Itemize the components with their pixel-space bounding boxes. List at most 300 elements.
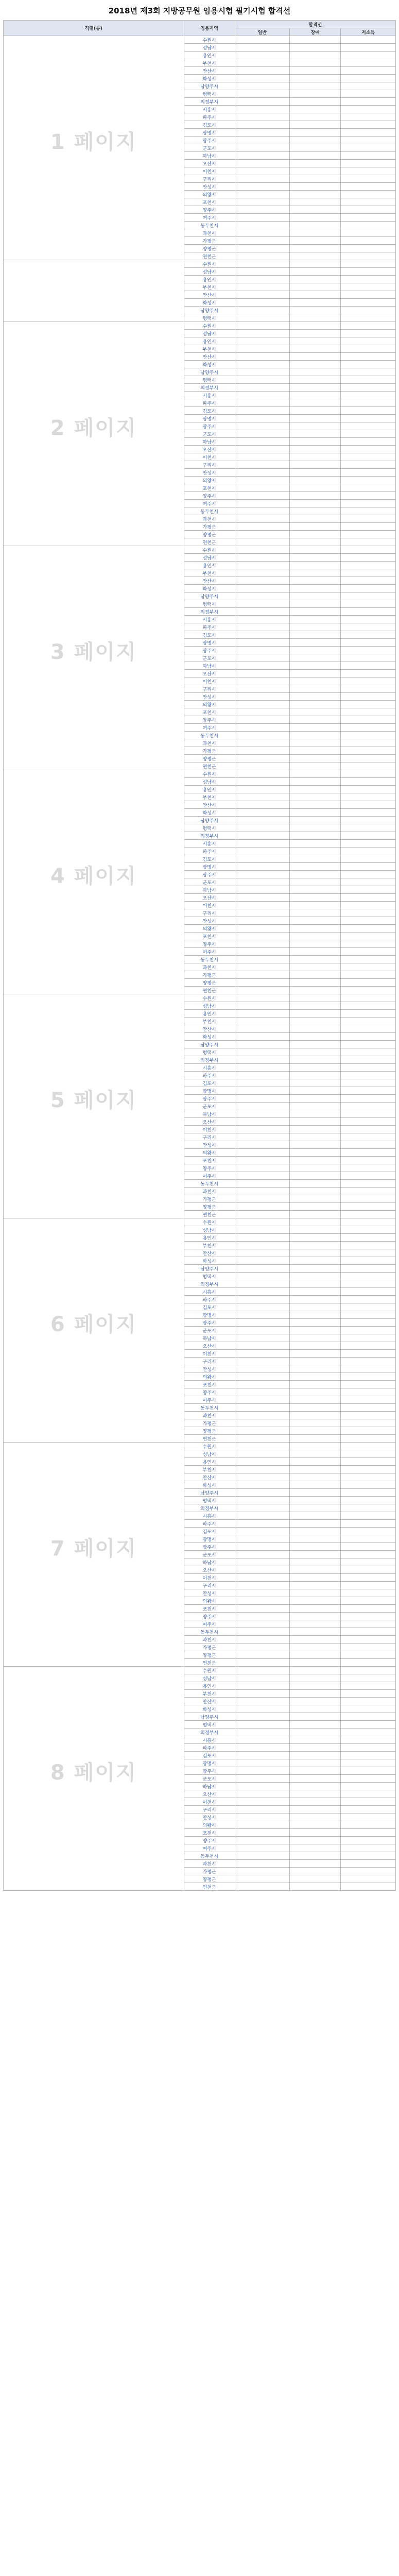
cutoff-disabled-cell bbox=[290, 1489, 341, 1497]
cutoff-general-cell bbox=[235, 291, 290, 299]
cutoff-lowincome-cell bbox=[341, 36, 396, 44]
cutoff-lowincome-cell bbox=[341, 1636, 396, 1643]
cutoff-disabled-cell bbox=[290, 755, 341, 762]
cutoff-disabled-cell bbox=[290, 299, 341, 307]
region-cell: 안산시 bbox=[184, 577, 235, 585]
region-cell: 광주시 bbox=[184, 1095, 235, 1103]
cutoff-disabled-cell bbox=[290, 1319, 341, 1327]
cutoff-lowincome-cell bbox=[341, 1164, 396, 1172]
cutoff-lowincome-cell bbox=[341, 1775, 396, 1783]
cutoff-disabled-cell bbox=[290, 407, 341, 415]
region-cell: 군포시 bbox=[184, 1103, 235, 1110]
cutoff-general-cell bbox=[235, 1752, 290, 1759]
cutoff-general-cell bbox=[235, 446, 290, 453]
page-watermark: 2 페이지 bbox=[50, 416, 137, 440]
region-cell: 김포시 bbox=[184, 631, 235, 639]
cutoff-disabled-cell bbox=[290, 647, 341, 654]
cutoff-general-cell bbox=[235, 1443, 290, 1450]
cutoff-lowincome-cell bbox=[341, 1118, 396, 1126]
region-cell: 여주시 bbox=[184, 1396, 235, 1404]
cutoff-lowincome-cell bbox=[341, 137, 396, 144]
cutoff-disabled-cell bbox=[290, 1172, 341, 1180]
cutoff-disabled-cell bbox=[290, 1218, 341, 1226]
cutoff-lowincome-cell bbox=[341, 1651, 396, 1659]
cutoff-lowincome-cell bbox=[341, 956, 396, 963]
region-cell: 과천시 bbox=[184, 739, 235, 747]
cutoff-disabled-cell bbox=[290, 724, 341, 732]
cutoff-lowincome-cell bbox=[341, 1280, 396, 1288]
cutoff-lowincome-cell bbox=[341, 848, 396, 855]
cutoff-general-cell bbox=[235, 1149, 290, 1157]
cutoff-general-cell bbox=[235, 701, 290, 708]
region-cell: 군포시 bbox=[184, 430, 235, 438]
cutoff-disabled-cell bbox=[290, 562, 341, 569]
cutoff-general-cell bbox=[235, 1141, 290, 1149]
region-cell: 오산시 bbox=[184, 1118, 235, 1126]
cutoff-lowincome-cell bbox=[341, 368, 396, 376]
region-cell: 동두천시 bbox=[184, 1852, 235, 1860]
cutoff-lowincome-cell bbox=[341, 1852, 396, 1860]
region-cell: 과천시 bbox=[184, 229, 235, 237]
cutoff-disabled-cell bbox=[290, 778, 341, 786]
cutoff-lowincome-cell bbox=[341, 1079, 396, 1087]
region-cell: 양주시 bbox=[184, 940, 235, 948]
cutoff-lowincome-cell bbox=[341, 113, 396, 121]
cutoff-lowincome-cell bbox=[341, 260, 396, 268]
cutoff-disabled-cell bbox=[290, 608, 341, 616]
cutoff-disabled-cell bbox=[290, 229, 341, 237]
region-cell: 김포시 bbox=[184, 407, 235, 415]
cutoff-general-cell bbox=[235, 1744, 290, 1752]
region-cell: 의정부시 bbox=[184, 1280, 235, 1288]
cutoff-lowincome-cell bbox=[341, 276, 396, 283]
cutoff-disabled-cell bbox=[290, 639, 341, 647]
cutoff-lowincome-cell bbox=[341, 283, 396, 291]
cutoff-general-cell bbox=[235, 685, 290, 693]
table-row bbox=[4, 994, 396, 1002]
cutoff-disabled-cell bbox=[290, 1025, 341, 1033]
cutoff-general-cell bbox=[235, 1018, 290, 1025]
cutoff-lowincome-cell bbox=[341, 1126, 396, 1133]
cutoff-disabled-cell bbox=[290, 1381, 341, 1388]
cutoff-lowincome-cell bbox=[341, 1010, 396, 1018]
cutoff-lowincome-cell bbox=[341, 1257, 396, 1265]
cutoff-lowincome-cell bbox=[341, 1133, 396, 1141]
cutoff-disabled-cell bbox=[290, 1690, 341, 1698]
cutoff-disabled-cell bbox=[290, 1620, 341, 1628]
region-cell: 수원시 bbox=[184, 770, 235, 778]
cutoff-general-cell bbox=[235, 1674, 290, 1682]
region-cell: 용인시 bbox=[184, 52, 235, 59]
page-watermark: 6 페이지 bbox=[50, 1312, 137, 1336]
region-cell: 부천시 bbox=[184, 59, 235, 67]
cutoff-general-cell bbox=[235, 1126, 290, 1133]
cutoff-general-cell bbox=[235, 654, 290, 662]
cutoff-general-cell bbox=[235, 461, 290, 469]
region-cell: 양평군 bbox=[184, 1651, 235, 1659]
region-cell: 부천시 bbox=[184, 569, 235, 577]
cutoff-lowincome-cell bbox=[341, 515, 396, 523]
cutoff-general-cell bbox=[235, 1759, 290, 1767]
cutoff-general-cell bbox=[235, 1435, 290, 1443]
cutoff-general-cell bbox=[235, 1203, 290, 1211]
cutoff-lowincome-cell bbox=[341, 971, 396, 979]
cutoff-lowincome-cell bbox=[341, 1674, 396, 1682]
cutoff-general-cell bbox=[235, 283, 290, 291]
cutoff-lowincome-cell bbox=[341, 1582, 396, 1589]
region-cell: 남양주시 bbox=[184, 1265, 235, 1273]
region-cell: 화성시 bbox=[184, 299, 235, 307]
region-cell: 광명시 bbox=[184, 1535, 235, 1543]
cutoff-general-cell bbox=[235, 1033, 290, 1041]
region-cell: 성남시 bbox=[184, 330, 235, 337]
region-cell: 김포시 bbox=[184, 1752, 235, 1759]
cutoff-general-cell bbox=[235, 1350, 290, 1358]
region-cell: 시흥시 bbox=[184, 1736, 235, 1744]
cutoff-disabled-cell bbox=[290, 515, 341, 523]
region-cell: 여주시 bbox=[184, 214, 235, 222]
cutoff-general-cell bbox=[235, 1242, 290, 1249]
cutoff-lowincome-cell bbox=[341, 654, 396, 662]
region-cell: 오산시 bbox=[184, 446, 235, 453]
cutoff-disabled-cell bbox=[290, 585, 341, 592]
cutoff-lowincome-cell bbox=[341, 1265, 396, 1273]
cutoff-disabled-cell bbox=[290, 1404, 341, 1412]
cutoff-disabled-cell bbox=[290, 1265, 341, 1273]
cutoff-disabled-cell bbox=[290, 1149, 341, 1157]
cutoff-general-cell bbox=[235, 484, 290, 492]
cutoff-disabled-cell bbox=[290, 368, 341, 376]
region-cell: 용인시 bbox=[184, 786, 235, 793]
cutoff-general-cell bbox=[235, 1736, 290, 1744]
cutoff-disabled-cell bbox=[290, 1783, 341, 1790]
region-cell: 광명시 bbox=[184, 129, 235, 137]
cutoff-lowincome-cell bbox=[341, 415, 396, 422]
cutoff-disabled-cell bbox=[290, 1450, 341, 1458]
region-cell: 군포시 bbox=[184, 144, 235, 152]
cutoff-disabled-cell bbox=[290, 701, 341, 708]
cutoff-disabled-cell bbox=[290, 1164, 341, 1172]
cutoff-lowincome-cell bbox=[341, 1659, 396, 1667]
cutoff-lowincome-cell bbox=[341, 1798, 396, 1806]
cutoff-lowincome-cell bbox=[341, 1288, 396, 1296]
region-cell: 하남시 bbox=[184, 1783, 235, 1790]
region-cell: 안성시 bbox=[184, 917, 235, 925]
region-cell: 양주시 bbox=[184, 716, 235, 724]
cutoff-lowincome-cell bbox=[341, 1512, 396, 1520]
cutoff-disabled-cell bbox=[290, 762, 341, 770]
cutoff-lowincome-cell bbox=[341, 1466, 396, 1473]
region-cell: 수원시 bbox=[184, 322, 235, 330]
region-cell: 화성시 bbox=[184, 361, 235, 368]
region-cell: 군포시 bbox=[184, 1327, 235, 1334]
region-cell: 포천시 bbox=[184, 484, 235, 492]
cutoff-disabled-cell bbox=[290, 1551, 341, 1558]
region-cell: 의왕시 bbox=[184, 1373, 235, 1381]
cutoff-lowincome-cell bbox=[341, 786, 396, 793]
cutoff-lowincome-cell bbox=[341, 1218, 396, 1226]
region-cell: 용인시 bbox=[184, 1458, 235, 1466]
cutoff-lowincome-cell bbox=[341, 183, 396, 191]
cutoff-lowincome-cell bbox=[341, 647, 396, 654]
region-cell: 구리시 bbox=[184, 1582, 235, 1589]
region-cell: 남양주시 bbox=[184, 82, 235, 90]
region-cell: 수원시 bbox=[184, 1218, 235, 1226]
cutoff-general-cell bbox=[235, 523, 290, 531]
region-cell: 연천군 bbox=[184, 1883, 235, 1891]
cutoff-general-cell bbox=[235, 330, 290, 337]
cutoff-disabled-cell bbox=[290, 75, 341, 82]
cutoff-lowincome-cell bbox=[341, 701, 396, 708]
cutoff-disabled-cell bbox=[290, 1419, 341, 1427]
cutoff-disabled-cell bbox=[290, 430, 341, 438]
cutoff-lowincome-cell bbox=[341, 1311, 396, 1319]
region-cell: 안성시 bbox=[184, 1141, 235, 1149]
cutoff-general-cell bbox=[235, 716, 290, 724]
cutoff-disabled-cell bbox=[290, 809, 341, 817]
cutoff-lowincome-cell bbox=[341, 1242, 396, 1249]
cutoff-lowincome-cell bbox=[341, 855, 396, 863]
region-cell: 파주시 bbox=[184, 1520, 235, 1528]
cutoff-general-cell bbox=[235, 1814, 290, 1821]
cutoff-general-cell bbox=[235, 453, 290, 461]
region-cell: 성남시 bbox=[184, 1226, 235, 1234]
cutoff-general-cell bbox=[235, 639, 290, 647]
cutoff-general-cell bbox=[235, 1875, 290, 1883]
cutoff-general-cell bbox=[235, 384, 290, 392]
cutoff-disabled-cell bbox=[290, 144, 341, 152]
cutoff-general-cell bbox=[235, 67, 290, 75]
cutoff-disabled-cell bbox=[290, 245, 341, 252]
cutoff-general-cell bbox=[235, 314, 290, 322]
cutoff-disabled-cell bbox=[290, 1443, 341, 1450]
cutoff-disabled-cell bbox=[290, 106, 341, 113]
cutoff-disabled-cell bbox=[290, 1018, 341, 1025]
cutoff-lowincome-cell bbox=[341, 314, 396, 322]
cutoff-general-cell bbox=[235, 1589, 290, 1597]
region-cell: 광주시 bbox=[184, 1319, 235, 1327]
cutoff-lowincome-cell bbox=[341, 1860, 396, 1868]
cutoff-lowincome-cell bbox=[341, 1342, 396, 1350]
cutoff-disabled-cell bbox=[290, 322, 341, 330]
cutoff-disabled-cell bbox=[290, 832, 341, 840]
region-cell: 이천시 bbox=[184, 1574, 235, 1582]
cutoff-general-cell bbox=[235, 585, 290, 592]
region-cell: 부천시 bbox=[184, 1242, 235, 1249]
cutoff-general-cell bbox=[235, 848, 290, 855]
region-cell: 김포시 bbox=[184, 121, 235, 129]
cutoff-lowincome-cell bbox=[341, 809, 396, 817]
region-cell: 포천시 bbox=[184, 708, 235, 716]
cutoff-general-cell bbox=[235, 307, 290, 314]
cutoff-general-cell bbox=[235, 1574, 290, 1582]
region-cell: 안성시 bbox=[184, 1589, 235, 1597]
cutoff-general-cell bbox=[235, 1605, 290, 1613]
cutoff-lowincome-cell bbox=[341, 1334, 396, 1342]
cutoff-lowincome-cell bbox=[341, 1388, 396, 1396]
cutoff-disabled-cell bbox=[290, 1188, 341, 1195]
cutoff-disabled-cell bbox=[290, 137, 341, 144]
cutoff-lowincome-cell bbox=[341, 592, 396, 600]
cutoff-lowincome-cell bbox=[341, 59, 396, 67]
region-cell: 오산시 bbox=[184, 894, 235, 902]
region-cell: 양주시 bbox=[184, 206, 235, 214]
cutoff-disabled-cell bbox=[290, 1504, 341, 1512]
cutoff-disabled-cell bbox=[290, 894, 341, 902]
cutoff-general-cell bbox=[235, 438, 290, 446]
region-cell: 안성시 bbox=[184, 1814, 235, 1821]
cutoff-disabled-cell bbox=[290, 1033, 341, 1041]
region-cell: 오산시 bbox=[184, 1566, 235, 1574]
region-cell: 파주시 bbox=[184, 848, 235, 855]
cutoff-lowincome-cell bbox=[341, 106, 396, 113]
cutoff-disabled-cell bbox=[290, 732, 341, 739]
cutoff-general-cell bbox=[235, 1188, 290, 1195]
cutoff-disabled-cell bbox=[290, 484, 341, 492]
cutoff-disabled-cell bbox=[290, 1713, 341, 1721]
cutoff-disabled-cell bbox=[290, 1558, 341, 1566]
cutoff-disabled-cell bbox=[290, 1481, 341, 1489]
cutoff-lowincome-cell bbox=[341, 453, 396, 461]
cutoff-disabled-cell bbox=[290, 59, 341, 67]
region-cell: 부천시 bbox=[184, 1466, 235, 1473]
cutoff-general-cell bbox=[235, 1056, 290, 1064]
table-row bbox=[4, 1443, 396, 1450]
cutoff-disabled-cell bbox=[290, 1041, 341, 1048]
cutoff-lowincome-cell bbox=[341, 778, 396, 786]
region-cell: 광명시 bbox=[184, 415, 235, 422]
cutoff-disabled-cell bbox=[290, 1180, 341, 1188]
cutoff-general-cell bbox=[235, 1713, 290, 1721]
cutoff-lowincome-cell bbox=[341, 1095, 396, 1103]
cutoff-disabled-cell bbox=[290, 1806, 341, 1814]
region-cell: 광명시 bbox=[184, 639, 235, 647]
cutoff-disabled-cell bbox=[290, 1412, 341, 1419]
cutoff-disabled-cell bbox=[290, 1497, 341, 1504]
region-cell: 양평군 bbox=[184, 531, 235, 538]
cutoff-disabled-cell bbox=[290, 121, 341, 129]
cutoff-disabled-cell bbox=[290, 523, 341, 531]
cutoff-lowincome-cell bbox=[341, 392, 396, 399]
cutoff-disabled-cell bbox=[290, 1674, 341, 1682]
region-cell: 동두천시 bbox=[184, 732, 235, 739]
cutoff-disabled-cell bbox=[290, 268, 341, 276]
cutoff-general-cell bbox=[235, 1311, 290, 1319]
region-cell: 과천시 bbox=[184, 1412, 235, 1419]
region-cell: 의정부시 bbox=[184, 608, 235, 616]
region-cell: 부천시 bbox=[184, 793, 235, 801]
region-cell: 광명시 bbox=[184, 1087, 235, 1095]
cutoff-lowincome-cell bbox=[341, 538, 396, 546]
page-watermark: 4 페이지 bbox=[50, 864, 137, 888]
region-cell: 과천시 bbox=[184, 1188, 235, 1195]
cutoff-lowincome-cell bbox=[341, 214, 396, 222]
cutoff-disabled-cell bbox=[290, 1613, 341, 1620]
cutoff-disabled-cell bbox=[290, 685, 341, 693]
cutoff-general-cell bbox=[235, 1249, 290, 1257]
region-cell: 의왕시 bbox=[184, 477, 235, 484]
region-cell: 구리시 bbox=[184, 1358, 235, 1365]
cutoff-disabled-cell bbox=[290, 979, 341, 987]
cutoff-general-cell bbox=[235, 840, 290, 848]
region-cell: 남양주시 bbox=[184, 592, 235, 600]
cutoff-lowincome-cell bbox=[341, 631, 396, 639]
cutoff-general-cell bbox=[235, 361, 290, 368]
cutoff-disabled-cell bbox=[290, 848, 341, 855]
cutoff-general-cell bbox=[235, 1582, 290, 1589]
cutoff-general-cell bbox=[235, 886, 290, 894]
cutoff-disabled-cell bbox=[290, 1064, 341, 1072]
region-cell: 이천시 bbox=[184, 1350, 235, 1358]
region-cell: 안산시 bbox=[184, 67, 235, 75]
cutoff-lowincome-cell bbox=[341, 840, 396, 848]
cutoff-disabled-cell bbox=[290, 175, 341, 183]
cutoff-disabled-cell bbox=[290, 1837, 341, 1844]
cutoff-disabled-cell bbox=[290, 554, 341, 562]
cutoff-general-cell bbox=[235, 1558, 290, 1566]
cutoff-lowincome-cell bbox=[341, 1180, 396, 1188]
region-cell: 용인시 bbox=[184, 562, 235, 569]
cutoff-lowincome-cell bbox=[341, 82, 396, 90]
cutoff-lowincome-cell bbox=[341, 1605, 396, 1613]
cutoff-lowincome-cell bbox=[341, 1613, 396, 1620]
table-header bbox=[4, 21, 396, 36]
cutoff-lowincome-cell bbox=[341, 817, 396, 824]
cutoff-disabled-cell bbox=[290, 1373, 341, 1381]
cutoff-general-cell bbox=[235, 36, 290, 44]
cutoff-general-cell bbox=[235, 1103, 290, 1110]
cutoff-disabled-cell bbox=[290, 469, 341, 477]
cutoff-general-cell bbox=[235, 1303, 290, 1311]
cutoff-general-cell bbox=[235, 1682, 290, 1690]
cutoff-general-cell bbox=[235, 1636, 290, 1643]
cutoff-lowincome-cell bbox=[341, 755, 396, 762]
region-cell: 하남시 bbox=[184, 1558, 235, 1566]
cutoff-lowincome-cell bbox=[341, 291, 396, 299]
region-cell: 파주시 bbox=[184, 1744, 235, 1752]
cutoff-general-cell bbox=[235, 1280, 290, 1288]
cutoff-lowincome-cell bbox=[341, 623, 396, 631]
cutoff-disabled-cell bbox=[290, 801, 341, 809]
cutoff-general-cell bbox=[235, 1095, 290, 1103]
series-cell bbox=[4, 1443, 184, 1667]
cutoff-general-cell bbox=[235, 1388, 290, 1396]
cutoff-general-cell bbox=[235, 724, 290, 732]
cutoff-disabled-cell bbox=[290, 1095, 341, 1103]
cutoff-disabled-cell bbox=[290, 1736, 341, 1744]
region-cell: 성남시 bbox=[184, 268, 235, 276]
cutoff-lowincome-cell bbox=[341, 747, 396, 755]
cutoff-lowincome-cell bbox=[341, 206, 396, 214]
cutoff-lowincome-cell bbox=[341, 523, 396, 531]
region-cell: 연천군 bbox=[184, 252, 235, 260]
cutoff-general-cell bbox=[235, 1381, 290, 1388]
cutoff-lowincome-cell bbox=[341, 376, 396, 384]
region-cell: 양평군 bbox=[184, 1875, 235, 1883]
region-cell: 포천시 bbox=[184, 198, 235, 206]
cutoff-disabled-cell bbox=[290, 52, 341, 59]
cutoff-general-cell bbox=[235, 268, 290, 276]
region-cell: 부천시 bbox=[184, 345, 235, 353]
region-cell: 의왕시 bbox=[184, 701, 235, 708]
cutoff-disabled-cell bbox=[290, 1257, 341, 1265]
cutoff-lowincome-cell bbox=[341, 933, 396, 940]
cutoff-general-cell bbox=[235, 677, 290, 685]
region-cell: 수원시 bbox=[184, 994, 235, 1002]
cutoff-disabled-cell bbox=[290, 770, 341, 778]
cutoff-disabled-cell bbox=[290, 1365, 341, 1373]
cutoff-lowincome-cell bbox=[341, 1435, 396, 1443]
